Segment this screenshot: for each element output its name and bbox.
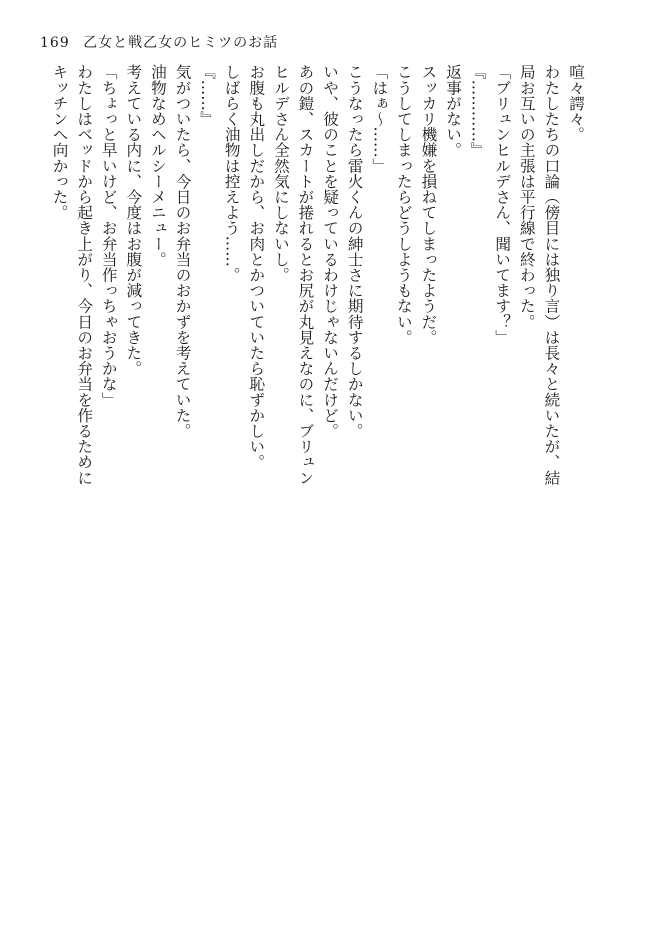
text-line: しばらく油物は控えよう……。 <box>222 64 241 283</box>
text-line: 考えている内に、今度はお腹が減ってきた。 <box>124 64 143 376</box>
blank-line <box>22 64 47 904</box>
text-line: いや、彼のことを疑っているわけじゃないんだけど。 <box>321 64 340 439</box>
text-line: キッチンへ向かった。 <box>50 64 69 220</box>
text-line: お腹も丸出しだから、お肉とかついていたら恥ずかしい。 <box>247 64 266 470</box>
text-line: 『……』 <box>198 64 217 127</box>
text-line: 油物なめヘルシーメニュー。 <box>148 64 167 267</box>
text-line: 『…………』 <box>468 64 487 158</box>
page-header <box>40 32 278 52</box>
blank-line <box>0 64 22 904</box>
text-line: 局お互いの主張は平行線で終わった。 <box>517 64 536 330</box>
page-number: 169 <box>40 35 70 51</box>
text-line: こうなったら雷火くんの紳士さに期待するしかない。 <box>345 64 364 439</box>
text-line: 返事がない。 <box>444 64 463 158</box>
text-line: 喧々諤々。 <box>567 64 585 142</box>
vertical-text-body <box>28 64 588 904</box>
text-line: わたしはベッドから起き上がり、今日のお弁当を作るために <box>75 64 94 486</box>
text-line: 気がついたら、今日のお弁当のおかずを考えていた。 <box>173 64 192 439</box>
text-line: スッカリ機嫌を損ねてしまったようだ。 <box>419 64 438 345</box>
text-line: 「ちょっと早いけど、お弁当作っちゃおうかな」 <box>99 64 118 408</box>
chapter-title: 乙女と戦乙女のヒミツのお話 <box>83 35 279 51</box>
text-line: こうしてしまったらどうしようもない。 <box>394 64 413 345</box>
text-line: 「ブリュンヒルデさん、聞いてます？」 <box>493 64 512 345</box>
text-line: わたしたちの口論（傍目には独り言）は長々と続いたが、結 <box>542 64 561 486</box>
text-line: ヒルデさん全然気にしないし。 <box>271 64 290 283</box>
text-line: あの鎧、スカートが捲れるとお尻が丸見えなのに、ブリュン <box>296 64 315 486</box>
text-line: 「はぁ～……」 <box>370 64 389 174</box>
